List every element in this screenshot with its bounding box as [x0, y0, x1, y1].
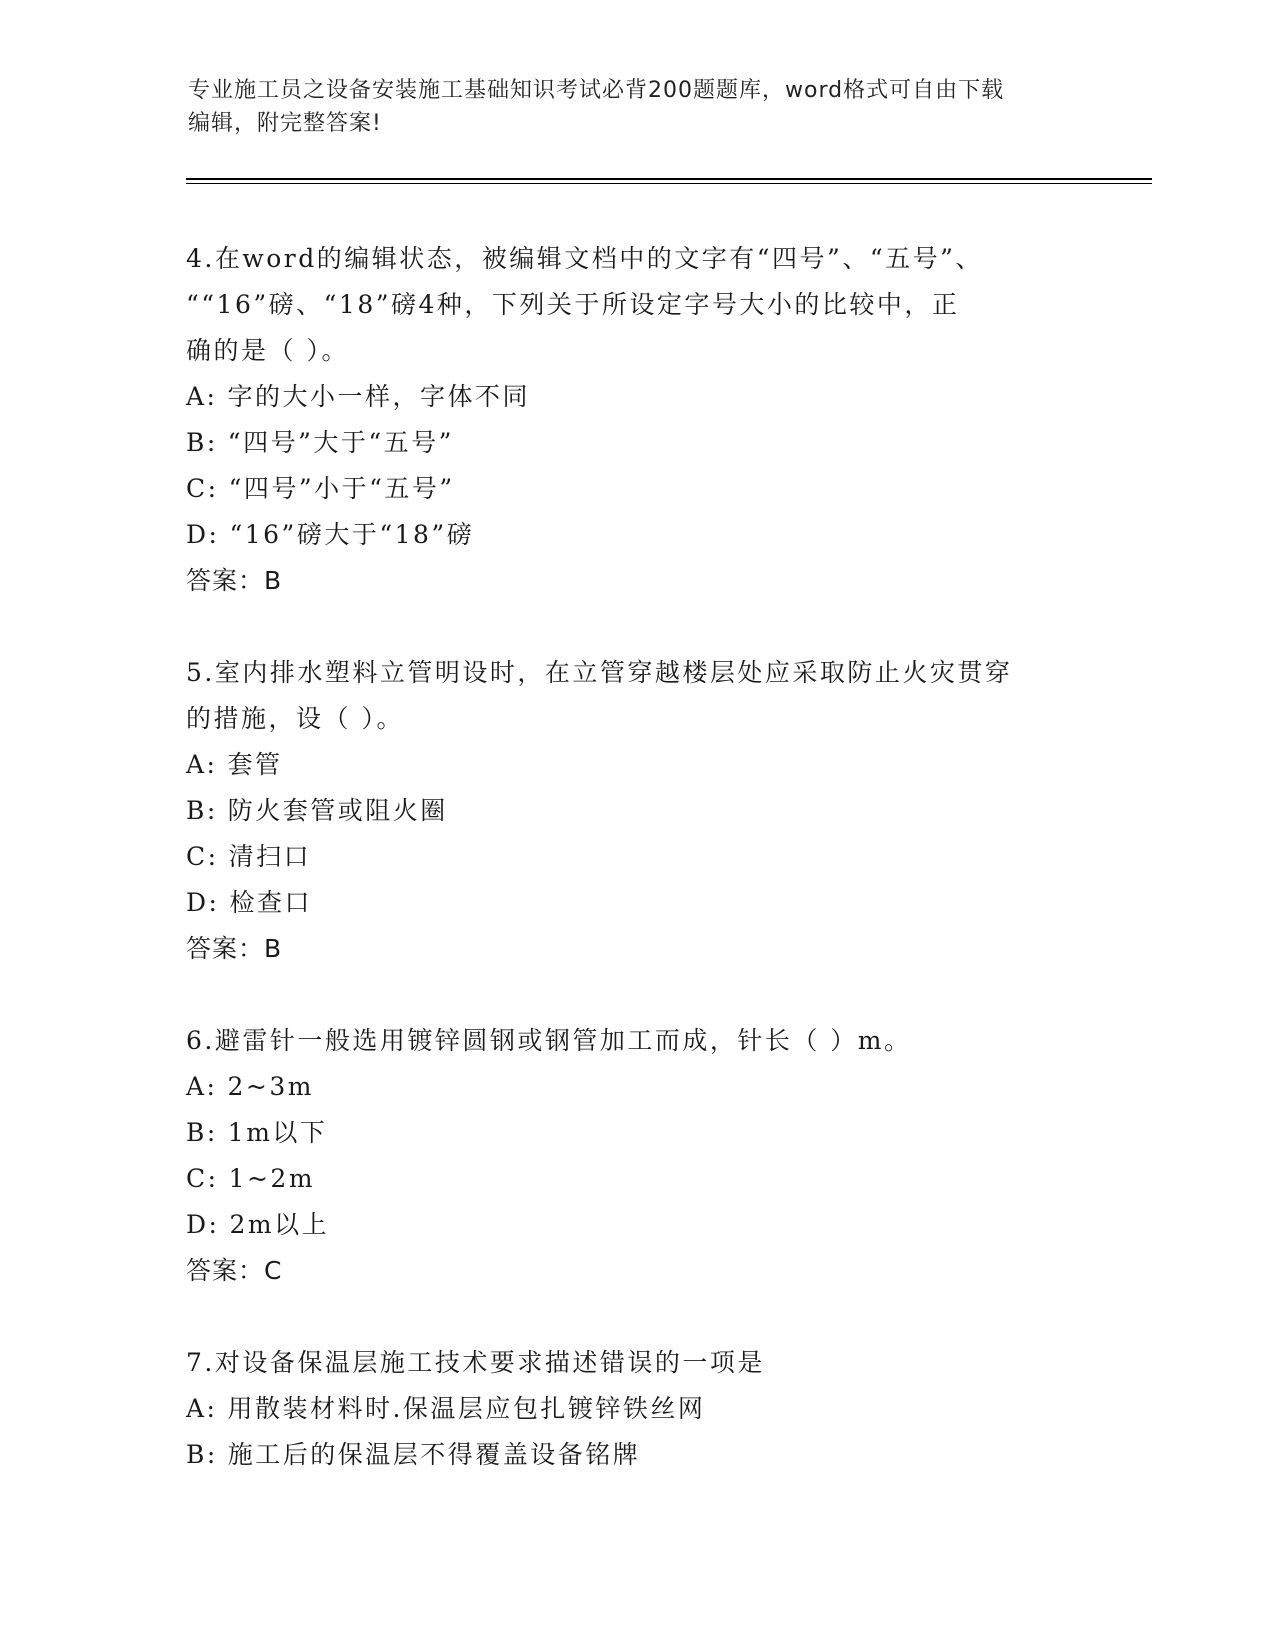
option-d: [186, 880, 1066, 926]
question-5: [186, 650, 1066, 972]
option-a: [186, 742, 1066, 788]
question-stem-line: 6.避雷针一般选用镀锌圆钢或钢管加工而成，针长（ ）m。: [186, 1026, 912, 1055]
question-list: [186, 236, 1066, 1478]
option-text: 防火套管或阻火圈: [227, 796, 448, 825]
answer-label: 答案：B: [186, 566, 283, 595]
question-stem: [186, 1018, 1066, 1064]
option-letter: B:: [186, 796, 218, 825]
option-a: [186, 1386, 1066, 1432]
option-text: 套管: [227, 750, 283, 779]
question-stem: [186, 650, 1066, 742]
option-letter: D:: [186, 520, 220, 549]
option-letter: C:: [186, 474, 219, 503]
option-letter: B:: [186, 1440, 218, 1469]
option-a: [186, 1064, 1066, 1110]
option-text: 1~2m: [228, 1164, 316, 1193]
option-letter: D:: [186, 888, 220, 917]
option-text: “16”磅大于“18”磅: [229, 520, 475, 549]
option-letter: A:: [186, 1394, 218, 1423]
header-title-line-1: 专业施工员之设备安装施工基础知识考试必背200题题库，word格式可自由下载: [188, 78, 1005, 103]
option-a: [186, 374, 1066, 420]
option-c: [186, 1156, 1066, 1202]
option-d: [186, 1202, 1066, 1248]
option-text: 字的大小一样，字体不同: [227, 382, 530, 411]
question-7: [186, 1340, 1066, 1478]
option-letter: C:: [186, 842, 219, 871]
question-4: [186, 236, 1066, 604]
option-text: 用散装材料时.保温层应包扎镀锌铁丝网: [227, 1394, 706, 1423]
option-letter: A:: [186, 750, 218, 779]
question-6: [186, 1018, 1066, 1294]
question-stem-line: ““16”磅、“18”磅4种，下列关于所设定字号大小的比较中，正: [186, 290, 960, 319]
header-divider-thin: [186, 183, 1152, 184]
question-stem-line: 5.室内排水塑料立管明设时，在立管穿越楼层处应采取防止火灾贯穿: [186, 658, 1013, 687]
option-letter: D:: [186, 1210, 220, 1239]
option-letter: A:: [186, 1072, 218, 1101]
question-stem-line: 4.在word的编辑状态，被编辑文档中的文字有“四号”、“五号”、: [186, 244, 983, 273]
option-text: “四号”大于“五号”: [227, 428, 454, 457]
option-text: “四号”小于“五号”: [228, 474, 455, 503]
option-text: 检查口: [229, 888, 312, 917]
answer-label: 答案：B: [186, 934, 283, 963]
option-text: 施工后的保温层不得覆盖设备铭牌: [227, 1440, 641, 1469]
option-b: [186, 788, 1066, 834]
option-d: [186, 512, 1066, 558]
option-text: 1m以下: [227, 1118, 328, 1147]
option-text: 清扫口: [228, 842, 312, 871]
option-c: [186, 834, 1066, 880]
option-letter: B:: [186, 428, 218, 457]
option-text: 2m以上: [229, 1210, 330, 1239]
option-letter: C:: [186, 1164, 219, 1193]
question-stem: [186, 1340, 1066, 1386]
answer-label: 答案：C: [186, 1256, 283, 1285]
option-letter: A:: [186, 382, 218, 411]
option-b: [186, 420, 1066, 466]
header-divider-thick: [186, 178, 1152, 180]
option-b: [186, 1432, 1066, 1478]
question-stem-line: 7.对设备保温层施工技术要求描述错误的一项是: [186, 1348, 765, 1377]
option-text: 2~3m: [227, 1072, 314, 1101]
question-stem-line: 确的是（ ）。: [186, 336, 349, 365]
header-title-line-2: 编辑，附完整答案!: [188, 111, 382, 136]
option-c: [186, 466, 1066, 512]
question-stem: [186, 236, 1066, 374]
option-letter: B:: [186, 1118, 218, 1147]
option-b: [186, 1110, 1066, 1156]
document-header: [188, 74, 1068, 140]
question-stem-line: 的措施，设（ ）。: [186, 704, 404, 733]
